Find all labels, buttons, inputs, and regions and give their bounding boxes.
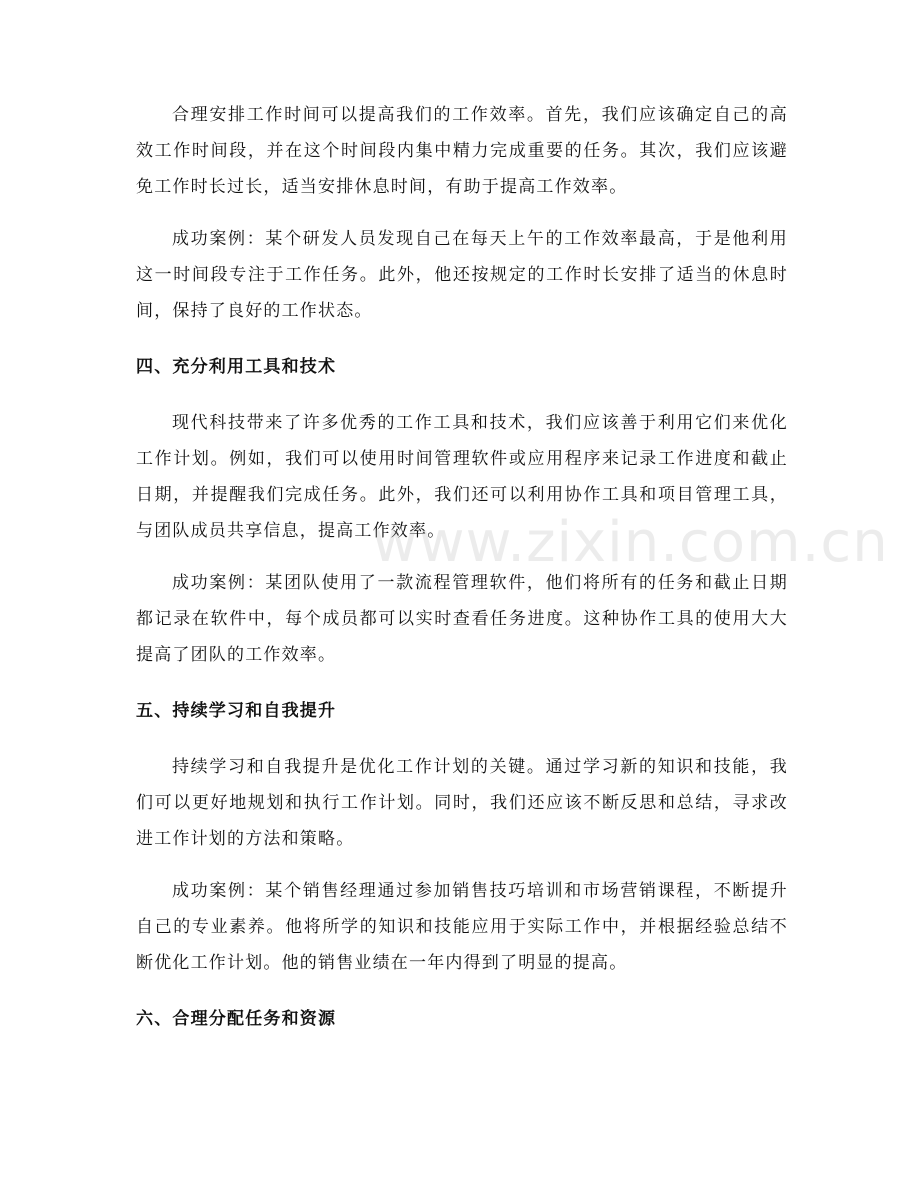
- paragraph-case-team: 成功案例：某团队使用了一款流程管理软件，他们将所有的任务和截止日期都记录在软件中，每个成员都可以实时查看任务进度。这种协作工具的使用大大提高了团队的工作效率。: [136, 573, 788, 665]
- paragraph-case-researcher: 成功案例：某个研发人员发现自己在每天上午的工作效率最高，于是他利用这一时间段专注于工作任务。此外，他还按规定的工作时长安排了适当的休息时间，保持了良好的工作状态。: [136, 229, 788, 321]
- paragraph-continuous-learning: 持续学习和自我提升是优化工作计划的关键。通过学习新的知识和技能，我们可以更好地规划和执行工作计划。同时，我们还应该不断反思和总结，寻求改进工作计划的方法和策略。: [136, 757, 788, 849]
- document-body: [136, 97, 889, 1057]
- paragraph-case-sales-manager: 成功案例：某个销售经理通过参加销售技巧培训和市场营销课程，不断提升自己的专业素养。他将所学的知识和技能应用于实际工作中，并根据经验总结不断优化工作计划。他的销售业绩在一年内得到了明显的提高。: [136, 881, 788, 973]
- section-heading-tools: 四、充分利用工具和技术: [136, 357, 337, 377]
- section-heading-learning: 五、持续学习和自我提升: [136, 701, 337, 721]
- paragraph-tools-technology: 现代科技带来了许多优秀的工作工具和技术，我们应该善于利用它们来优化工作计划。例如，我们可以使用时间管理软件或应用程序来记录工作进度和截止日期，并提醒我们完成任务。此外，我们还可以利用协作工具和项目管理工具，与团队成员共享信息，提高工作效率。: [136, 413, 788, 541]
- section-heading-allocation: 六、合理分配任务和资源: [136, 1009, 337, 1029]
- watermark: www.zixin.com.cn: [372, 510, 889, 575]
- paragraph-time-arrangement: 合理安排工作时间可以提高我们的工作效率。首先，我们应该确定自己的高效工作时间段，并在这个时间段内集中精力完成重要的任务。其次，我们应该避免工作时长过长，适当安排休息时间，有助于提高工作效率。: [136, 105, 788, 197]
